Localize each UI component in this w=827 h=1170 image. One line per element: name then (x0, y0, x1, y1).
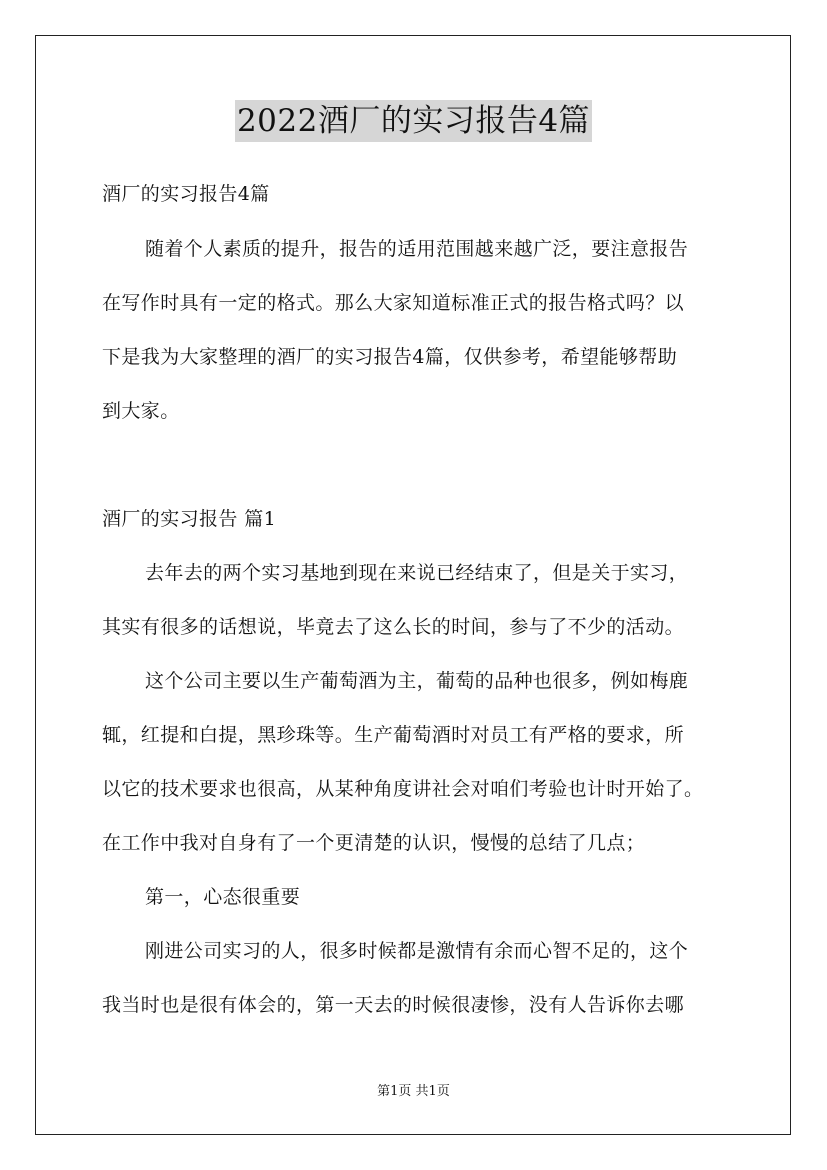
document-title: 2022酒厂的实习报告4篇 (235, 100, 592, 142)
body-line-6: 在工作中我对自身有了一个更清楚的认识，慢慢的总结了几点； (102, 832, 646, 854)
body-line-7: 第一，心态很重要 (145, 886, 301, 908)
intro-line-3: 下是我为大家整理的酒厂的实习报告4篇，仅供参考，希望能够帮助 (102, 346, 678, 368)
body-line-8: 刚进公司实习的人，很多时候都是激情有余而心智不足的，这个 (145, 940, 689, 962)
intro-line-2: 在写作时具有一定的格式。那么大家知道标准正式的报告格式吗？以 (102, 292, 685, 314)
document-subtitle: 酒厂的实习报告4篇 (102, 183, 270, 205)
body-line-2: 其实有很多的话想说，毕竟去了这么长的时间，参与了不少的活动。 (102, 616, 685, 638)
body-line-5: 以它的技术要求也很高，从某种角度讲社会对咱们考验也计时开始了。 (102, 778, 704, 800)
title-container (0, 100, 827, 142)
body-line-1: 去年去的两个实习基地到现在来说已经结束了，但是关于实习， (145, 562, 689, 584)
body-line-9: 我当时也是很有体会的，第一天去的时候很凄惨，没有人告诉你去哪 (102, 994, 685, 1016)
page-footer: 第1页 共1页 (377, 1084, 450, 1099)
section-heading: 酒厂的实习报告 篇1 (102, 508, 277, 530)
body-line-4: 辄，红提和白提，黑珍珠等。生产葡萄酒时对员工有严格的要求，所 (102, 724, 685, 746)
intro-line-4: 到大家。 (102, 400, 180, 422)
intro-line-1: 随着个人素质的提升，报告的适用范围越来越广泛，要注意报告 (145, 238, 689, 260)
body-line-3: 这个公司主要以生产葡萄酒为主，葡萄的品种也很多，例如梅鹿 (145, 670, 689, 692)
